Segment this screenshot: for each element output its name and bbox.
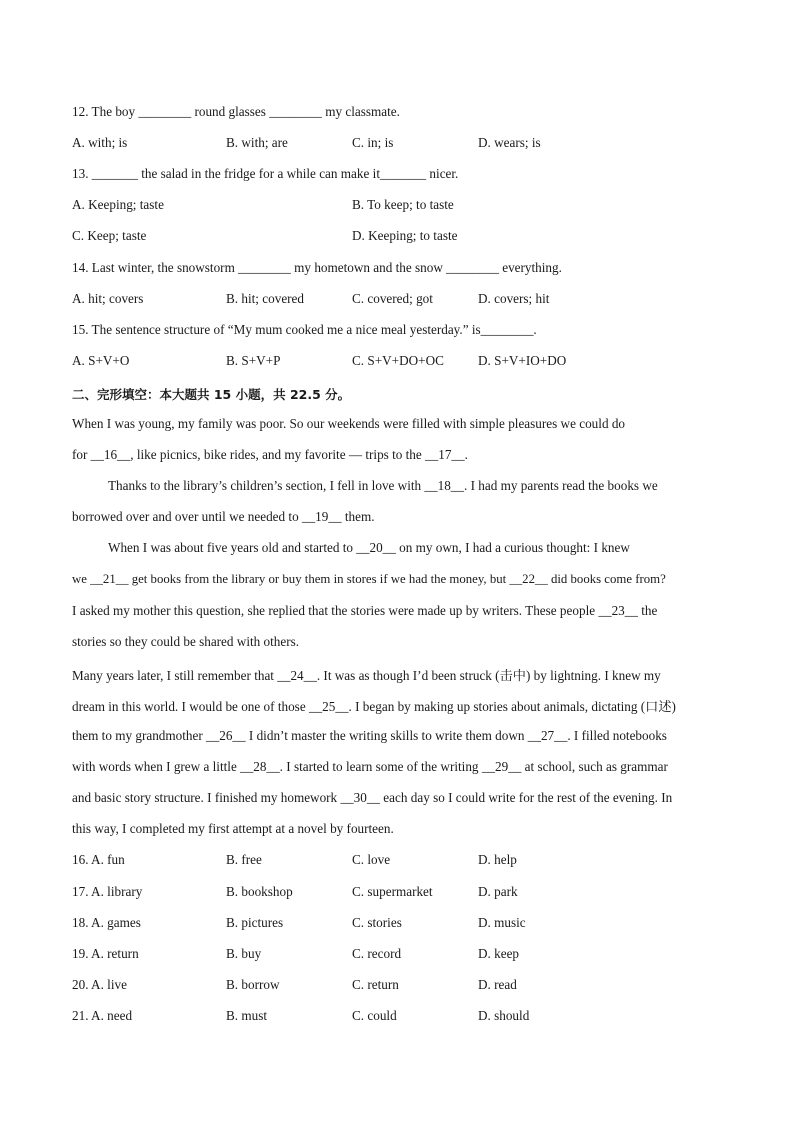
question-14-stem: 14. Last winter, the snowstorm ________ my hometown and the snow ________ everything. bbox=[72, 260, 562, 275]
q13-option-c: C. Keep; taste bbox=[72, 228, 147, 243]
q20-option-d: D. read bbox=[478, 977, 517, 992]
q16-option-d: D. help bbox=[478, 852, 517, 867]
section-2-heading: 二、完形填空：本大题共 15 小题，共 22.5 分。 bbox=[72, 387, 351, 402]
passage-line-2: for __16__, like picnics, bike rides, and my favorite — trips to the __17__. bbox=[72, 447, 468, 462]
q21-option-a: 21. A. need bbox=[72, 1008, 133, 1023]
q17-option-a: 17. A. library bbox=[72, 884, 143, 899]
q21-option-c: C. could bbox=[352, 1008, 397, 1023]
question-15-stem: 15. The sentence structure of “My mum cooked me a nice meal yesterday.” is________. bbox=[72, 322, 537, 337]
q17-option-b: B. bookshop bbox=[226, 884, 293, 899]
q15-option-d: D. S+V+IO+DO bbox=[478, 353, 567, 368]
q16-option-c: C. love bbox=[352, 852, 391, 867]
q14-option-b: B. hit; covered bbox=[226, 291, 305, 306]
q21-option-b: B. must bbox=[226, 1008, 268, 1023]
passage-line-4: borrowed over and over until we needed to __19__ them. bbox=[72, 509, 375, 524]
q12-option-a: A. with; is bbox=[72, 135, 128, 150]
q12-option-c: C. in; is bbox=[352, 135, 394, 150]
passage-line-5: When I was about five years old and started to __20__ on my own, I had a curious thought: I knew bbox=[108, 540, 630, 555]
passage-line-13: and basic story structure. I finished my homework __30__ each day so I could write for the rest of the evening. In bbox=[72, 790, 673, 805]
passage-line-12: with words when I grew a little __28__. I started to learn some of the writing __29__ at school, such as grammar bbox=[72, 759, 668, 774]
passage-line-7: I asked my mother this question, she replied that the stories were made up by writers. These people __23__ the bbox=[72, 603, 658, 618]
q16-option-a: 16. A. fun bbox=[72, 852, 125, 867]
passage-line-11: them to my grandmother __26__ I didn’t master the writing skills to write them down __27__. I filled notebooks bbox=[72, 728, 667, 743]
q14-option-c: C. covered; got bbox=[352, 291, 433, 306]
q17-option-d: D. park bbox=[478, 884, 518, 899]
passage-line-6: we __21__ get books from the library or buy them in stores if we had the money, but __22__ did books come from? bbox=[72, 572, 666, 586]
q20-option-a: 20. A. live bbox=[72, 977, 127, 992]
passage-line-1: When I was young, my family was poor. So our weekends were filled with simple pleasures we could do bbox=[72, 416, 626, 431]
q13-option-a: A. Keeping; taste bbox=[72, 197, 164, 212]
q21-option-d: D. should bbox=[478, 1008, 530, 1023]
question-13-stem: 13. _______ the salad in the fridge for a while can make it_______ nicer. bbox=[72, 166, 459, 181]
q20-option-b: B. borrow bbox=[226, 977, 280, 992]
q14-option-d: D. covers; hit bbox=[478, 291, 550, 306]
q18-option-a: 18. A. games bbox=[72, 915, 141, 930]
q19-option-c: C. record bbox=[352, 946, 402, 961]
passage-line-9: Many years later, I still remember that __24__. It was as though I’d been struck (击中) by lightning. I knew my bbox=[72, 668, 661, 683]
question-12-stem: 12. The boy ________ round glasses ________ my classmate. bbox=[72, 104, 400, 119]
q13-option-b: B. To keep; to taste bbox=[352, 197, 454, 212]
q17-option-c: C. supermarket bbox=[352, 884, 433, 899]
q15-option-b: B. S+V+P bbox=[226, 353, 281, 368]
passage-line-14: this way, I completed my first attempt at a novel by fourteen. bbox=[72, 821, 394, 836]
q12-option-b: B. with; are bbox=[226, 135, 288, 150]
q19-option-b: B. buy bbox=[226, 946, 262, 961]
passage-line-10: dream in this world. I would be one of those __25__. I began by making up stories about animals, dictating (口述) bbox=[72, 699, 676, 714]
q19-option-d: D. keep bbox=[478, 946, 520, 961]
q18-option-b: B. pictures bbox=[226, 915, 284, 930]
q20-option-c: C. return bbox=[352, 977, 399, 992]
passage-line-3: Thanks to the library’s children’s section, I fell in love with __18__. I had my parents read the books we bbox=[108, 478, 658, 493]
q15-option-a: A. S+V+O bbox=[72, 353, 130, 368]
q12-option-d: D. wears; is bbox=[478, 135, 541, 150]
q15-option-c: C. S+V+DO+OC bbox=[352, 353, 444, 368]
q13-option-d: D. Keeping; to taste bbox=[352, 228, 458, 243]
q18-option-d: D. music bbox=[478, 915, 526, 930]
passage-line-8: stories so they could be shared with others. bbox=[72, 634, 300, 649]
q19-option-a: 19. A. return bbox=[72, 946, 139, 961]
q14-option-a: A. hit; covers bbox=[72, 291, 144, 306]
q18-option-c: C. stories bbox=[352, 915, 402, 930]
q16-option-b: B. free bbox=[226, 852, 262, 867]
